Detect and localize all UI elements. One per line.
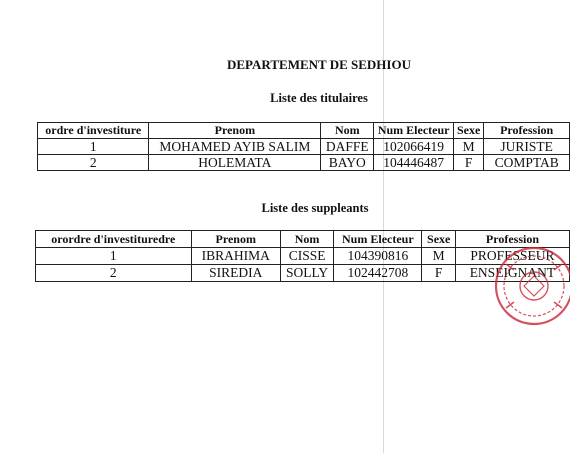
titulaires-table <box>37 122 570 171</box>
header-nom: Nom <box>321 123 374 139</box>
cell-nom: DAFFE <box>321 139 374 155</box>
cell-sexe: M <box>422 248 455 265</box>
cell-ordre: 1 <box>36 248 192 265</box>
cell-nom: BAYO <box>321 155 374 171</box>
header-sexe: Sexe <box>453 123 483 139</box>
cell-num-electeur: 102442708 <box>334 265 422 282</box>
header-ordre: ordre d'investiture <box>38 123 149 139</box>
table-header-row <box>36 231 570 248</box>
cell-profession: PROFESSEUR <box>455 248 569 265</box>
cell-nom: SOLLY <box>280 265 333 282</box>
cell-sexe: F <box>453 155 483 171</box>
cell-ordre: 1 <box>38 139 149 155</box>
cell-sexe: F <box>422 265 455 282</box>
table-row <box>38 155 570 171</box>
cell-profession: JURISTE <box>484 139 570 155</box>
header-num-electeur: Num Electeur <box>334 231 422 248</box>
header-prenom: Prenom <box>191 231 280 248</box>
cell-profession: ENSEIGNANT <box>455 265 569 282</box>
header-num-electeur: Num Electeur <box>374 123 454 139</box>
cell-prenom: MOHAMED AYIB SALIM <box>149 139 321 155</box>
cell-prenom: IBRAHIMA <box>191 248 280 265</box>
table-row <box>38 139 570 155</box>
header-nom: Nom <box>280 231 333 248</box>
suppleants-title: Liste des suppleants <box>261 201 369 215</box>
header-prenom: Prenom <box>149 123 321 139</box>
cell-sexe: M <box>453 139 483 155</box>
department-heading: DEPARTEMENT DE SEDHIOU <box>227 57 411 72</box>
header-sexe: Sexe <box>422 231 455 248</box>
table-header-row <box>38 123 570 139</box>
cell-ordre: 2 <box>38 155 149 171</box>
cell-num-electeur: 102066419 <box>374 139 454 155</box>
cell-num-electeur: 104446487 <box>374 155 454 171</box>
official-stamp-seal <box>476 246 570 332</box>
cell-profession: COMPTAB <box>484 155 570 171</box>
cell-num-electeur: 104390816 <box>334 248 422 265</box>
cell-prenom: SIREDIA <box>191 265 280 282</box>
header-profession: Profession <box>455 231 569 248</box>
titulaires-title: Liste des titulaires <box>270 91 368 105</box>
cell-ordre: 2 <box>36 265 192 282</box>
header-profession: Profession <box>484 123 570 139</box>
header-ordre: orordre d'investituredre <box>36 231 192 248</box>
cell-nom: CISSE <box>280 248 333 265</box>
cell-prenom: HOLEMATA <box>149 155 321 171</box>
